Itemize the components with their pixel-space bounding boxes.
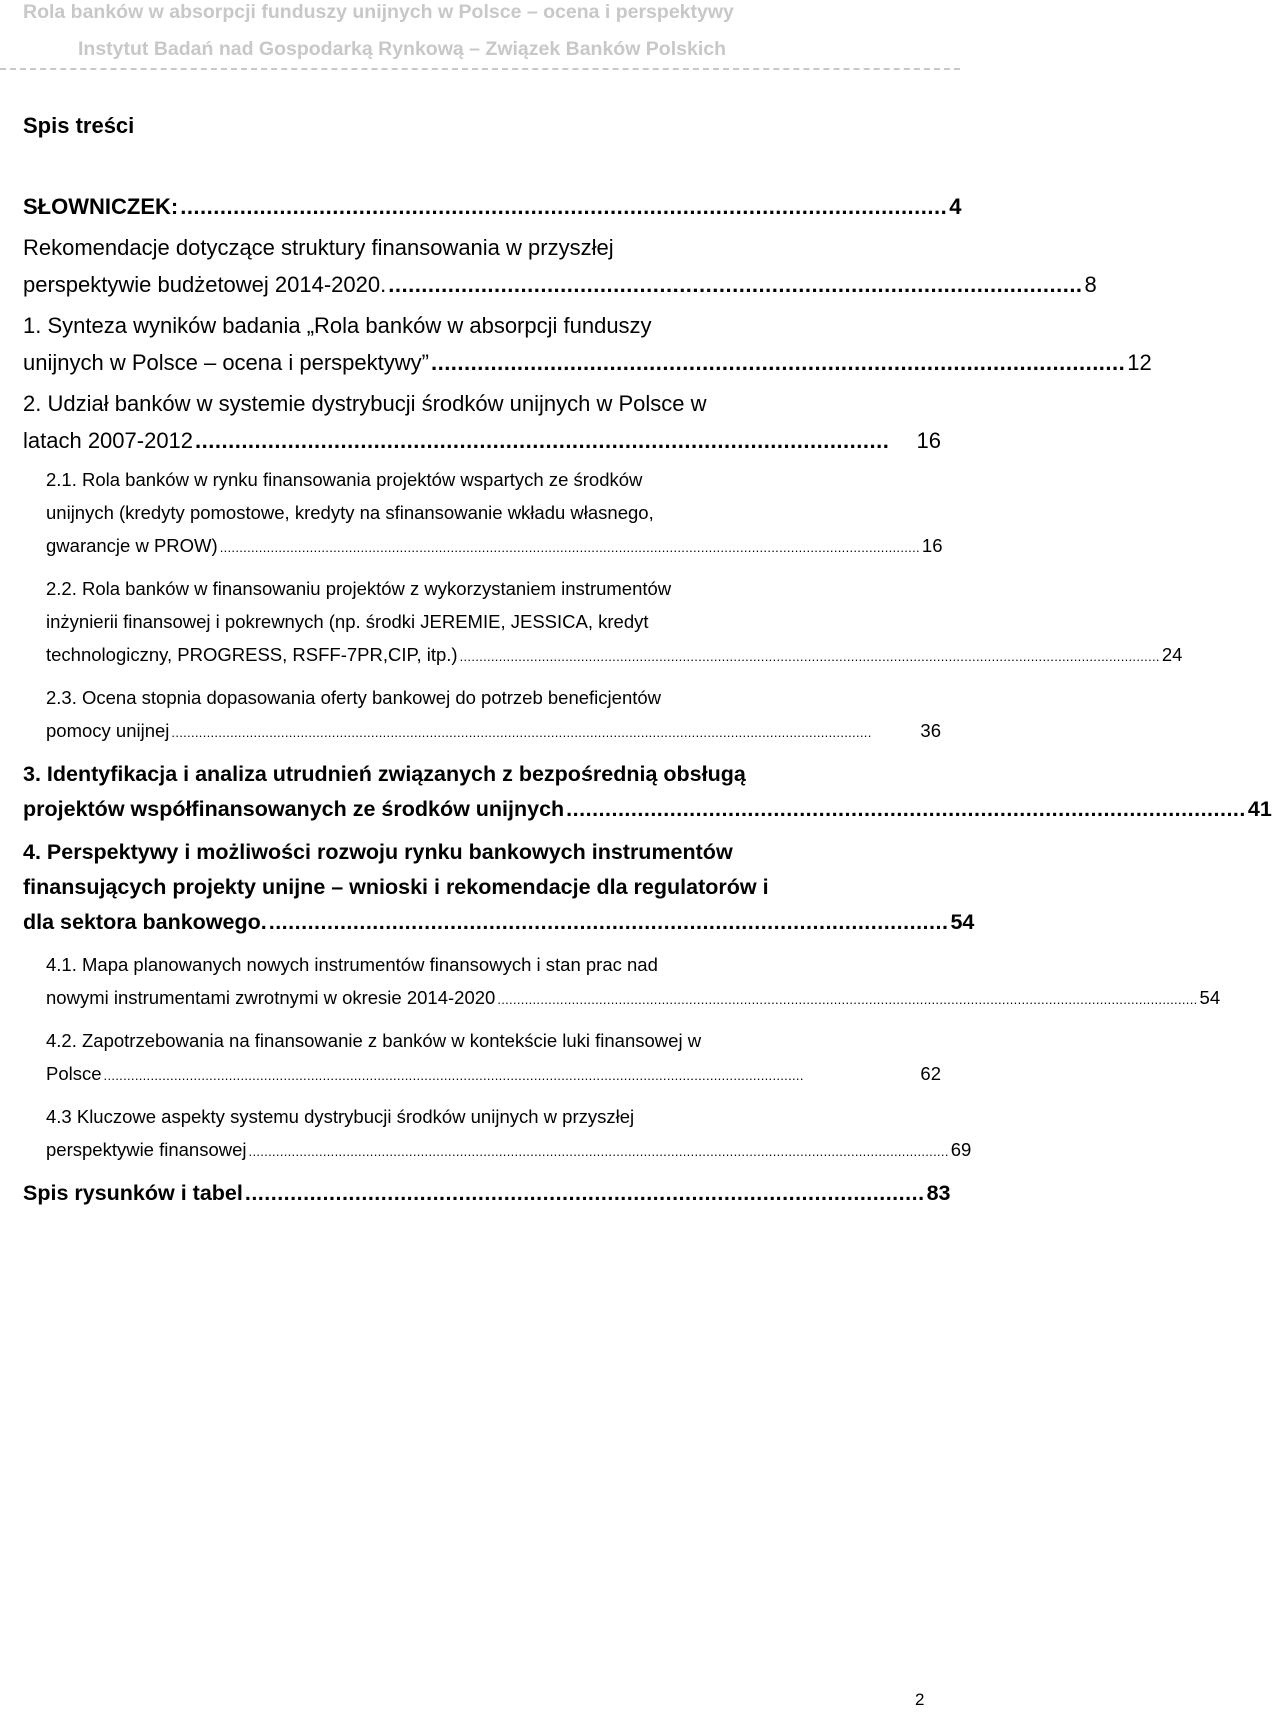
toc-title: Spis treści (23, 113, 135, 138)
dot-leader: ......................................................................................................... (388, 272, 1083, 297)
dot-leader: ................................................................................................................................................................................... (248, 1144, 949, 1159)
toc-entry-text: 2.1. Rola banków w rynku finansowania projektów wspartych ze środków (46, 469, 643, 490)
toc-page-number: 62 (920, 1063, 941, 1084)
toc-page-number: 24 (1161, 644, 1183, 665)
toc-entry-text: 2. Udział banków w systemie dystrybucji środków unijnych w Polsce w (23, 391, 707, 416)
toc-entry-text: 4.1. Mapa planowanych nowych instrumentów finansowych i stan prac nad (46, 954, 658, 975)
dot-leader: ................................................................................................................................................................................... (103, 1068, 804, 1083)
toc-entry-text: 4. Perspektywy i możliwości rozwoju rynku bankowych instrumentów (23, 840, 733, 864)
toc-entry-text: Rekomendacje dotyczące struktury finansowania w przyszłej (23, 235, 614, 260)
toc-entry-text: pomocy unijnej (46, 720, 170, 741)
toc-entry-section-3[interactable] (23, 757, 1272, 827)
toc-entry-section-4-2[interactable] (23, 1024, 941, 1092)
toc-entry-text: 2.2. Rola banków w finansowaniu projektów z wykorzystaniem instrumentów (46, 578, 672, 599)
dot-leader: ......................................................................................................... (244, 1181, 925, 1205)
toc-entry-text: inżynierii finansowej i pokrewnych (np. środki JEREMIE, JESSICA, kredyt (46, 611, 649, 632)
header-institution: Instytut Badań nad Gospodarką Rynkową – Związek Banków Polskich (78, 38, 726, 60)
dot-leader: ................................................................................................................................................................................... (459, 649, 1160, 664)
toc-entry-text: Polsce (46, 1063, 102, 1084)
toc-entry-text: latach 2007-2012 (23, 428, 194, 453)
table-of-contents (23, 188, 1272, 1219)
toc-entry-text: Spis rysunków i tabel (23, 1181, 243, 1205)
toc-page-number: 41 (1247, 797, 1272, 821)
dot-leader: ................................................................................................................................................................................... (497, 992, 1198, 1007)
toc-page-number: 83 (926, 1181, 951, 1205)
toc-entry-slowniczek[interactable] (23, 188, 962, 225)
toc-entry-text: 4.3 Kluczowe aspekty systemu dystrybucji środków unijnych w przyszłej (46, 1106, 635, 1127)
toc-entry-text: 4.2. Zapotrzebowania na finansowanie z banków w kontekście luki finansowej w (46, 1030, 702, 1051)
dot-leader: ......................................................................................................... (566, 797, 1246, 821)
toc-entry-text: dla sektora bankowego. (23, 910, 267, 934)
toc-entry-section-1[interactable] (23, 307, 1152, 381)
toc-entry-text: SŁOWNICZEK: (23, 194, 179, 219)
header-title: Rola banków w absorpcji funduszy unijnych w Polsce – ocena i perspektywy (23, 1, 734, 23)
toc-page-number: 16 (916, 428, 941, 453)
toc-entry-text: finansujących projekty unijne – wnioski i rekomendacje dla regulatorów i (23, 875, 769, 899)
toc-entry-section-4-3[interactable] (23, 1100, 972, 1168)
toc-entry-text: unijnych (kredyty pomostowe, kredyty na sfinansowanie wkładu własnego, (46, 502, 654, 523)
toc-entry-section-2-2[interactable] (23, 572, 1183, 673)
dot-leader: ......................................................................................................... (195, 428, 890, 453)
toc-entry-section-2-3[interactable] (23, 681, 941, 749)
toc-page-number: 69 (950, 1139, 972, 1160)
toc-entry-text: 2.3. Ocena stopnia dopasowania oferty bankowej do potrzeb beneficjentów (46, 687, 662, 708)
dot-leader: .................................................................................................................... (180, 194, 948, 219)
page-number: 2 (915, 1690, 925, 1709)
toc-entry-text: gwarancje w PROW) (46, 535, 218, 556)
dot-leader: ................................................................................................................................................................................... (219, 540, 920, 555)
toc-entry-text: technologiczny, PROGRESS, RSFF-7PR,CIP, itp.) (46, 644, 458, 665)
dot-leader: ................................................................................................................................................................................... (171, 725, 872, 740)
toc-entry-figures-tables[interactable] (23, 1176, 951, 1211)
dot-leader: ......................................................................................................... (430, 350, 1126, 375)
toc-entry-section-4[interactable] (23, 835, 975, 940)
toc-entry-text: projektów współfinansowanych ze środków unijnych (23, 797, 565, 821)
toc-page-number: 8 (1084, 272, 1097, 297)
toc-page-number: 12 (1127, 350, 1152, 375)
toc-page-number: 54 (950, 910, 975, 934)
toc-entry-section-4-1[interactable] (23, 948, 1221, 1016)
toc-entry-rekomendacje[interactable] (23, 229, 1097, 303)
toc-entry-text: 3. Identyfikacja i analiza utrudnień związanych z bezpośrednią obsługą (23, 762, 746, 786)
toc-page-number: 36 (920, 720, 941, 741)
dot-leader: ......................................................................................................... (268, 910, 949, 934)
toc-entry-section-2[interactable] (23, 385, 941, 459)
toc-entry-text: 1. Synteza wyników badania „Rola banków w absorpcji funduszy (23, 313, 652, 338)
toc-page-number: 4 (949, 194, 962, 219)
toc-entry-text: perspektywie budżetowej 2014-2020. (23, 272, 387, 297)
header-divider (0, 68, 960, 70)
toc-entry-text: nowymi instrumentami zwrotnymi w okresie 2014-2020 (46, 987, 496, 1008)
toc-entry-text: perspektywie finansowej (46, 1139, 247, 1160)
toc-page-number: 54 (1199, 987, 1221, 1008)
toc-page-number: 16 (921, 535, 943, 556)
toc-entry-text: unijnych w Polsce – ocena i perspektywy” (23, 350, 429, 375)
toc-entry-section-2-1[interactable] (23, 463, 941, 564)
